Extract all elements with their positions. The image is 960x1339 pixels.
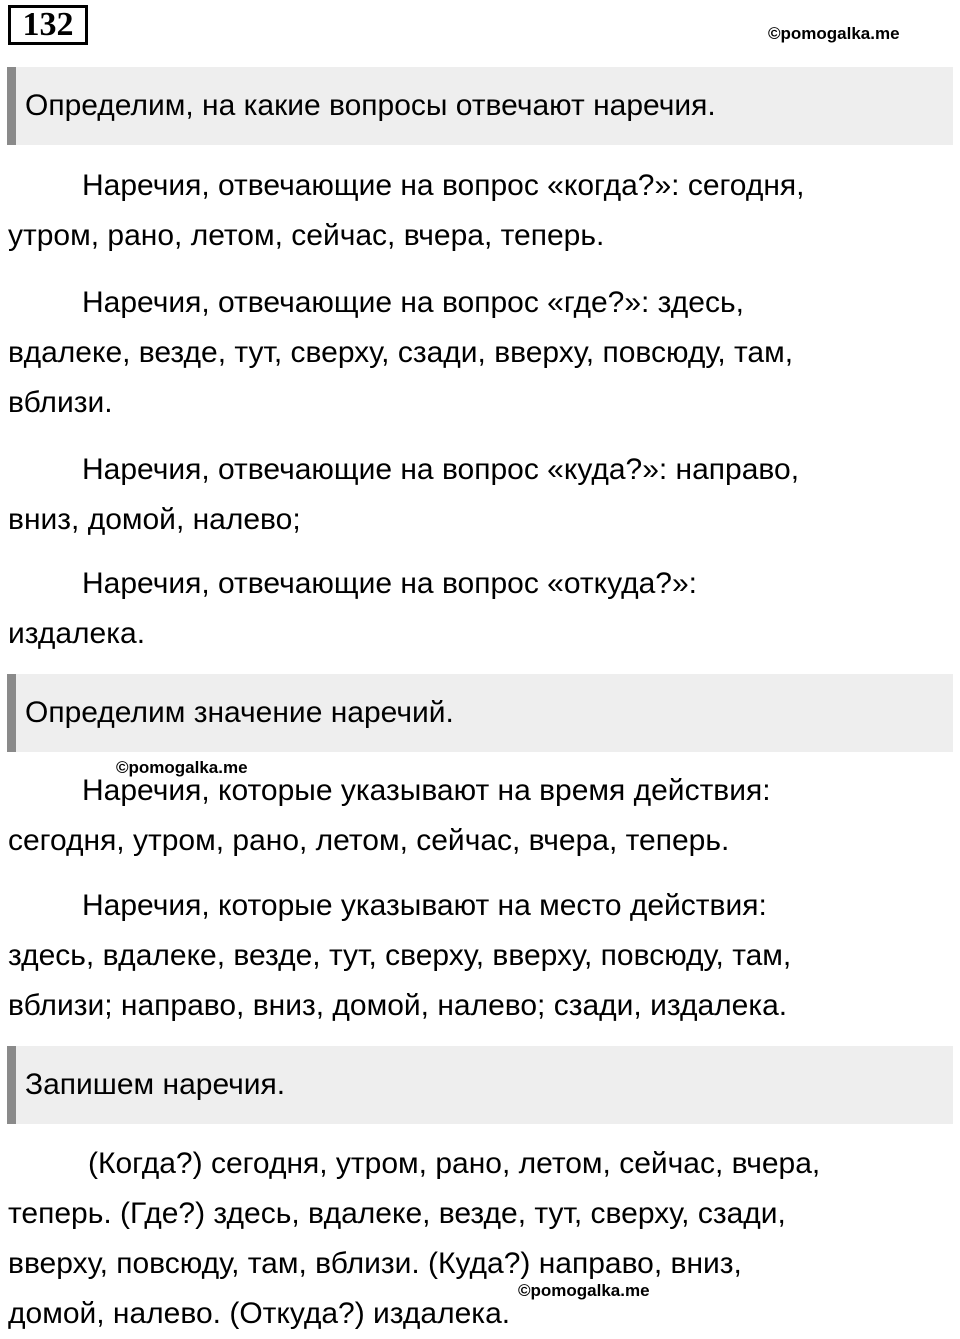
paragraph-line: вверху, повсюду, там, вблизи. (Куда?) направо, вниз, [8, 1247, 742, 1280]
paragraph-line: вблизи. [8, 386, 113, 419]
paragraph [8, 161, 948, 261]
paragraph [8, 881, 948, 1031]
paragraph-line: (Когда?) сегодня, утром, рано, летом, сейчас, вчера, [88, 1147, 821, 1180]
paragraph [8, 1139, 948, 1339]
paragraph-line: Наречия, отвечающие на вопрос «когда?»: сегодня, [82, 169, 805, 202]
section-heading-text: Определим, на какие вопросы отвечают наречия. [25, 89, 716, 122]
section-heading [7, 1046, 953, 1124]
paragraph [8, 278, 948, 428]
paragraph [8, 445, 948, 545]
paragraph-line: издалека. [8, 617, 146, 650]
paragraph-line: теперь. (Где?) здесь, вдалеке, везде, тут, сверху, сзади, [8, 1197, 786, 1230]
watermark: ©pomogalka.me [518, 1281, 650, 1300]
paragraph-line: вниз, домой, налево; [8, 503, 301, 536]
paragraph-line: Наречия, отвечающие на вопрос «откуда?»: [82, 567, 697, 600]
paragraph-line: Наречия, которые указывают на место действия: [82, 889, 767, 922]
watermark: ©pomogalka.me [116, 758, 248, 777]
paragraph-line: вблизи; направо, вниз, домой, налево; сзади, издалека. [8, 989, 788, 1022]
paragraph-line: Наречия, отвечающие на вопрос «куда?»: направо, [82, 453, 800, 486]
section-heading-text: Определим значение наречий. [25, 696, 454, 729]
paragraph-line: здесь, вдалеке, везде, тут, сверху, вверху, повсюду, там, [8, 939, 792, 972]
paragraph-line: домой, налево. (Откуда?) издалека. [8, 1297, 511, 1330]
paragraph-line: сегодня, утром, рано, летом, сейчас, вчера, теперь. [8, 824, 730, 857]
watermark: ©pomogalka.me [768, 24, 900, 43]
paragraph-line: Наречия, отвечающие на вопрос «где?»: здесь, [82, 286, 744, 319]
paragraph [8, 766, 948, 866]
paragraph-line: вдалеке, везде, тут, сверху, сзади, вверху, повсюду, там, [8, 336, 794, 369]
section-heading [7, 674, 953, 752]
paragraph [8, 559, 948, 659]
section-heading [7, 67, 953, 145]
task-number: 132 [8, 5, 88, 45]
section-heading-text: Запишем наречия. [25, 1068, 286, 1101]
paragraph-line: Наречия, которые указывают на время действия: [82, 774, 771, 807]
paragraph-line: утром, рано, летом, сейчас, вчера, теперь. [8, 219, 605, 252]
